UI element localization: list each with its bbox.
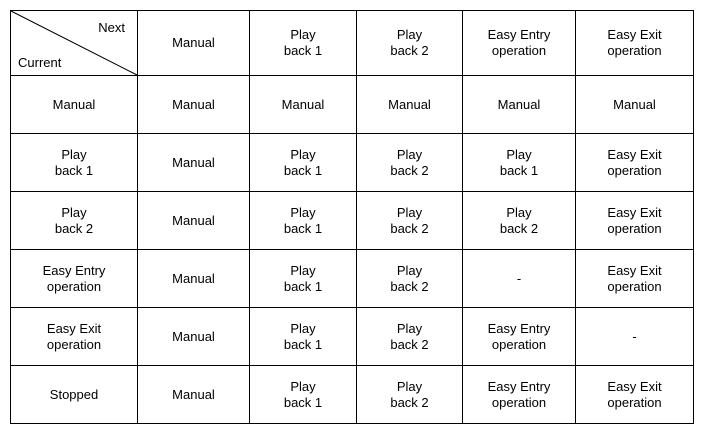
table-cell: -	[576, 308, 694, 366]
table-cell: Manual	[576, 76, 694, 134]
corner-header-cell	[11, 11, 138, 76]
row-header-manual: Manual	[11, 76, 138, 134]
table-cell: Easy Exit operation	[576, 366, 694, 424]
table-cell: Easy Entry operation	[463, 308, 576, 366]
table-cell: Play back 2	[463, 192, 576, 250]
table-row	[11, 308, 694, 366]
table-cell: Manual	[138, 308, 250, 366]
table-cell: Play back 1	[250, 134, 357, 192]
table-cell: Play back 2	[357, 308, 463, 366]
table-cell: Manual	[138, 76, 250, 134]
table-cell: Easy Exit operation	[576, 134, 694, 192]
table-cell: Play back 1	[250, 366, 357, 424]
row-header-playback-2: Play back 2	[11, 192, 138, 250]
table-row	[11, 192, 694, 250]
table-cell: Play back 2	[357, 192, 463, 250]
table-cell: Easy Exit operation	[576, 192, 694, 250]
next-label: Next	[98, 20, 125, 35]
table-cell: Play back 1	[250, 192, 357, 250]
current-label: Current	[18, 55, 62, 70]
table-row	[11, 366, 694, 424]
column-header-easy-exit: Easy Exit operation	[576, 11, 694, 76]
table-cell: Play back 1	[250, 308, 357, 366]
table-cell: Play back 1	[250, 250, 357, 308]
column-header-playback-1: Play back 1	[250, 11, 357, 76]
table-cell: Play back 2	[357, 366, 463, 424]
table-cell: Manual	[357, 76, 463, 134]
column-header-easy-entry: Easy Entry operation	[463, 11, 576, 76]
table-cell: -	[463, 250, 576, 308]
column-header-manual: Manual	[138, 11, 250, 76]
table-row	[11, 134, 694, 192]
table-cell: Play back 2	[357, 250, 463, 308]
table-cell: Manual	[463, 76, 576, 134]
row-header-easy-exit: Easy Exit operation	[11, 308, 138, 366]
table-cell: Manual	[250, 76, 357, 134]
table-cell: Play back 1	[463, 134, 576, 192]
table-cell: Manual	[138, 366, 250, 424]
column-header-playback-2: Play back 2	[357, 11, 463, 76]
table-cell: Easy Entry operation	[463, 366, 576, 424]
table-cell: Manual	[138, 134, 250, 192]
table-row	[11, 76, 694, 134]
header-row	[11, 11, 694, 76]
table-cell: Easy Exit operation	[576, 250, 694, 308]
row-header-playback-1: Play back 1	[11, 134, 138, 192]
table-cell: Manual	[138, 250, 250, 308]
table-row	[11, 250, 694, 308]
row-header-easy-entry: Easy Entry operation	[11, 250, 138, 308]
row-header-stopped: Stopped	[11, 366, 138, 424]
table-cell: Play back 2	[357, 134, 463, 192]
table-cell: Manual	[138, 192, 250, 250]
transition-table	[10, 10, 694, 424]
